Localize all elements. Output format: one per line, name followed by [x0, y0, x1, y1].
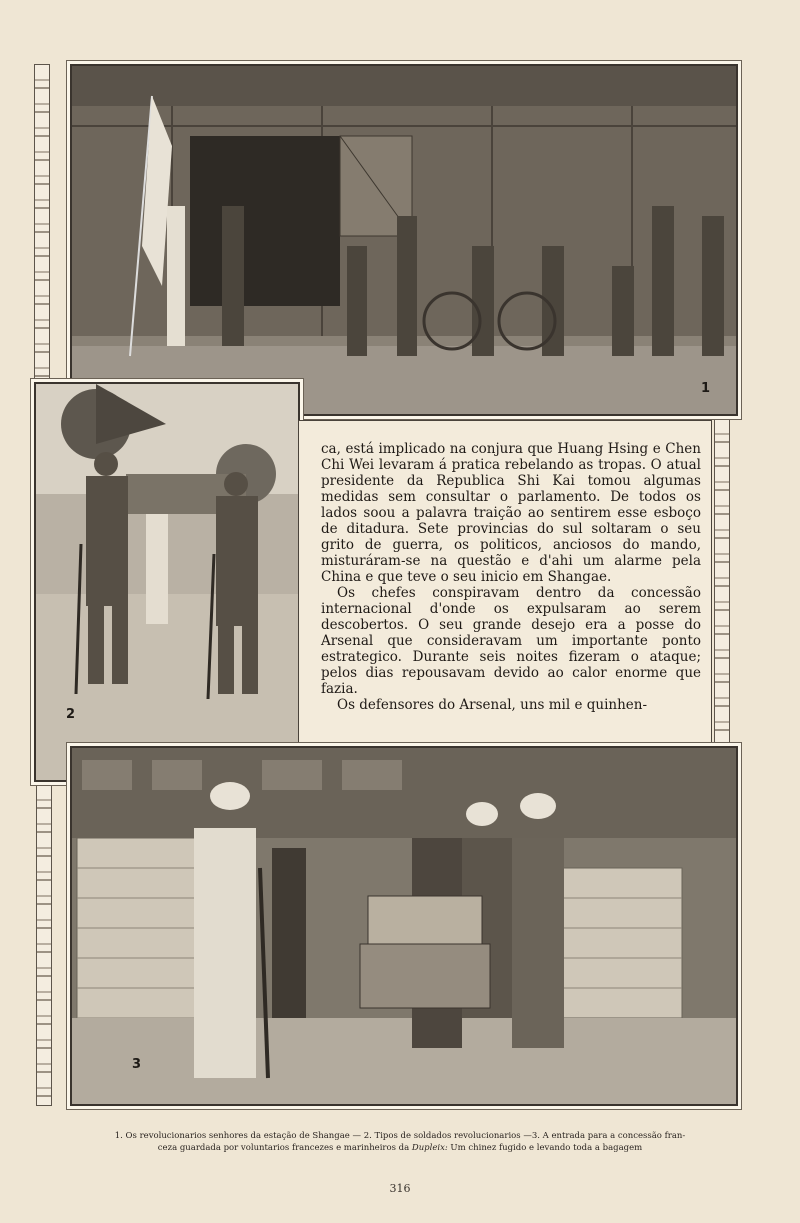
article-paragraph: Os chefes conspiravam dentro da concessão internacional d'onde os expulsaram ao serem descobertos. O seu grande desejo era a posse do Arsenal que consideravam um importante ponto estrategico. Durante seis noites fizeram o ataque; pelos dias repousavam devido ao calor enorme que fazia. — [321, 585, 701, 697]
photo-3-concession-entrance — [70, 746, 738, 1106]
photo-number: 2 — [66, 707, 76, 722]
photo-2-soldiers — [34, 382, 300, 782]
article-paragraph: Os defensores do Arsenal, uns mil e quinhen- — [337, 697, 648, 713]
photo-number: 3 — [132, 1057, 142, 1072]
photo-number: 1 — [700, 381, 710, 396]
article-body — [321, 441, 701, 713]
left-border-strip-bottom — [36, 784, 52, 1106]
left-border-strip-top — [34, 64, 50, 380]
caption-line-2 — [32, 1142, 768, 1154]
photo-1-image — [72, 66, 736, 414]
caption-line-2-start: ceza guardada por voluntarios francezes e marinheiros da — [157, 1143, 412, 1153]
photo-caption — [32, 1130, 768, 1154]
photo-2-image — [36, 384, 298, 780]
article-paragraph: ca, está implicado na conjura que Huang Hsing e Chen Chi Wei levaram á pratica rebelando as tropas. O atual presidente da Republica Shi Kai tomou algumas medidas sem consultar o parlamento. De todos os lados soou a palavra traição ao sentirem esse esboço de ditadura. Sete provincias do sul soltaram o seu grito de guerra, os politicos, anciosos do mando, misturáram-se na questão e d'ahi um alarme pela China e que teve o seu inicio em Shangae. — [321, 441, 701, 585]
article-text-box — [298, 420, 712, 744]
photo-1-railway-station — [70, 64, 738, 416]
caption-ship-name: Dupleix: — [411, 1143, 448, 1153]
caption-line-2-end: Um chinez fugido e levando toda a bagagem — [447, 1143, 643, 1153]
page-number: 316 — [389, 1182, 411, 1195]
photo-3-image — [72, 748, 736, 1104]
caption-line-1: 1. Os revolucionarios senhores da estação de Shangae — 2. Tipos de soldados revolucionarios —3. A entrada para a concessão fran- — [114, 1131, 686, 1141]
right-border-strip-middle — [714, 418, 730, 744]
